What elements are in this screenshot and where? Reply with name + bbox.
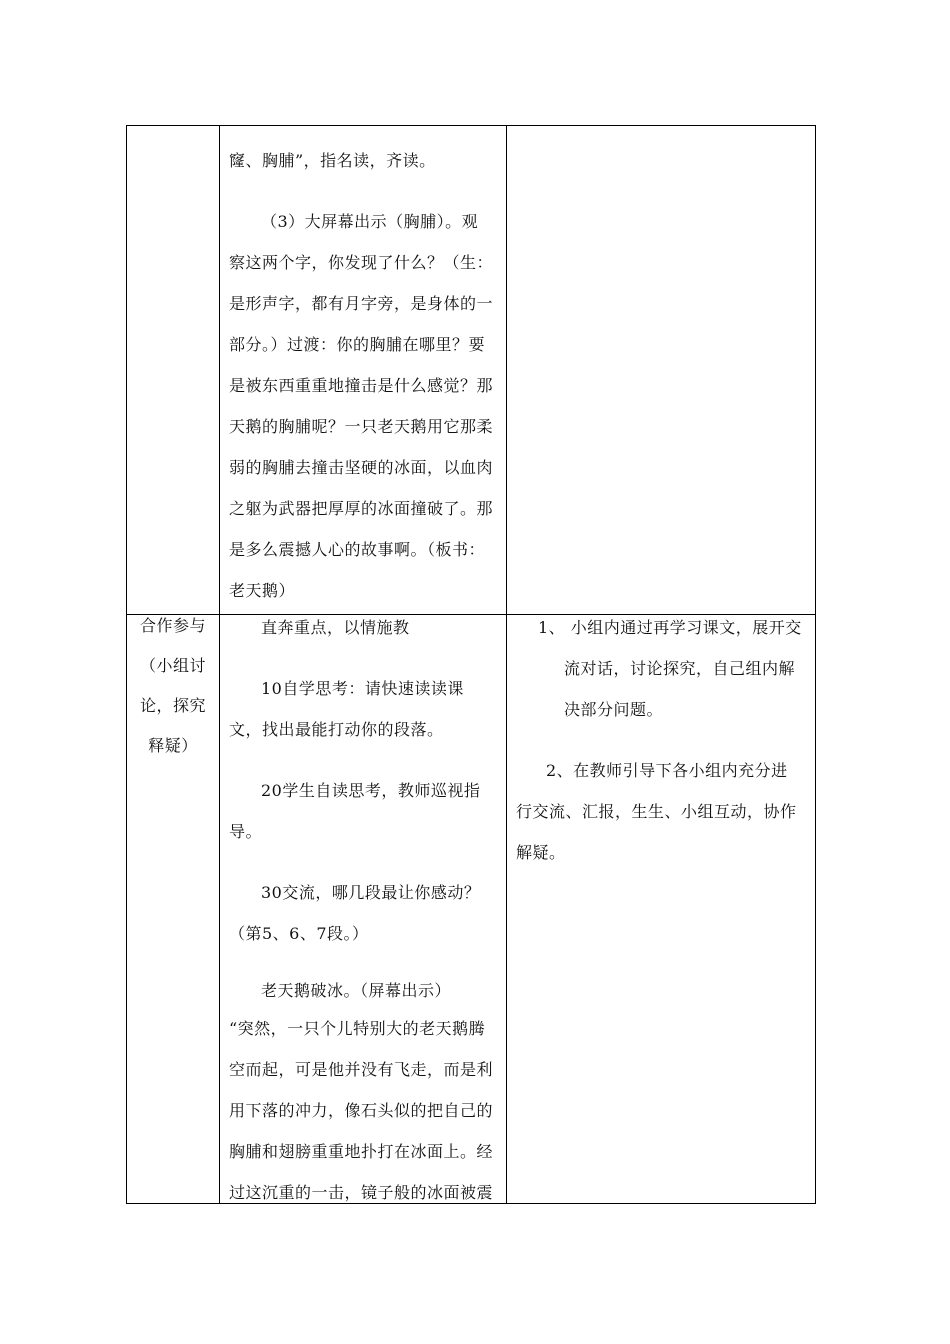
table-border-top bbox=[126, 125, 816, 126]
text-line: 直奔重点，以情施教 bbox=[261, 618, 410, 637]
text-line: 10自学思考：请快速读读课 bbox=[261, 679, 464, 698]
row2-col3-text bbox=[516, 607, 802, 873]
text-line: 1、 小组内通过再学习课文，展开交 bbox=[538, 618, 802, 637]
text-line: 弱的胸脯去撞击坚硬的冰面，以血肉 bbox=[229, 458, 494, 477]
text-line: （小组讨 bbox=[139, 656, 206, 675]
text-line: 过这沉重的一击，镜子般的冰面被震 bbox=[229, 1183, 494, 1202]
row2-col2-text bbox=[229, 607, 493, 1213]
table-col-divider-1 bbox=[219, 125, 220, 1204]
text-line: 20学生自读思考，教师巡视指 bbox=[261, 781, 481, 800]
text-line: 论，探究 bbox=[139, 696, 206, 715]
text-line: 空而起，可是他并没有飞走，而是利 bbox=[229, 1060, 494, 1079]
text-line: 老天鹅） bbox=[229, 581, 296, 600]
text-line: 是形声字，都有月字旁，是身体的一 bbox=[229, 294, 494, 313]
text-line: 是多么震撼人心的故事啊。（板书： bbox=[229, 540, 486, 559]
row1-col2-text bbox=[229, 140, 493, 611]
text-line: 用下落的冲力，像石头似的把自己的 bbox=[229, 1101, 494, 1120]
text-line: 是被东西重重地撞击是什么感觉？那 bbox=[229, 376, 494, 395]
text-line: 释疑） bbox=[148, 736, 198, 755]
text-line: 文，找出最能打动你的段落。 bbox=[229, 720, 444, 739]
text-line: 天鹅的胸脯呢？一只老天鹅用它那柔 bbox=[229, 417, 494, 436]
text-line: 合作参与 bbox=[139, 616, 206, 635]
text-line: 部分。）过渡：你的胸脯在哪里？要 bbox=[229, 335, 486, 354]
table-border-right bbox=[815, 125, 816, 1204]
text-line: 行交流、汇报，生生、小组互动，协作 bbox=[516, 802, 797, 821]
text-line: 决部分问题。 bbox=[564, 700, 664, 719]
text-line: 老天鹅破冰。（屏幕出示） bbox=[261, 981, 452, 1000]
text-line: 察这两个字，你发现了什么？（生： bbox=[229, 253, 494, 272]
text-line: （第5、6、7段。） bbox=[229, 924, 369, 943]
text-line: 窿、胸脯”，指名读，齐读。 bbox=[229, 151, 436, 170]
text-line: 解疑。 bbox=[516, 843, 566, 862]
text-line: 30交流，哪几段最让你感动？ bbox=[261, 883, 481, 902]
row2-col1-text bbox=[127, 606, 219, 766]
text-line: 胸脯和翅膀重重地扑打在冰面上。经 bbox=[229, 1142, 494, 1161]
text-line: “突然，一只个儿特别大的老天鹅腾 bbox=[229, 1019, 486, 1038]
text-line: 导。 bbox=[229, 822, 263, 841]
text-line: 2、在教师引导下各小组内充分进 bbox=[546, 761, 788, 780]
table-col-divider-2 bbox=[506, 125, 507, 1204]
text-line: 流对话，讨论探究，自己组内解 bbox=[564, 659, 796, 678]
text-line: （3）大屏幕出示（胸脯）。观 bbox=[261, 212, 479, 231]
text-line: 之躯为武器把厚厚的冰面撞破了。那 bbox=[229, 499, 494, 518]
